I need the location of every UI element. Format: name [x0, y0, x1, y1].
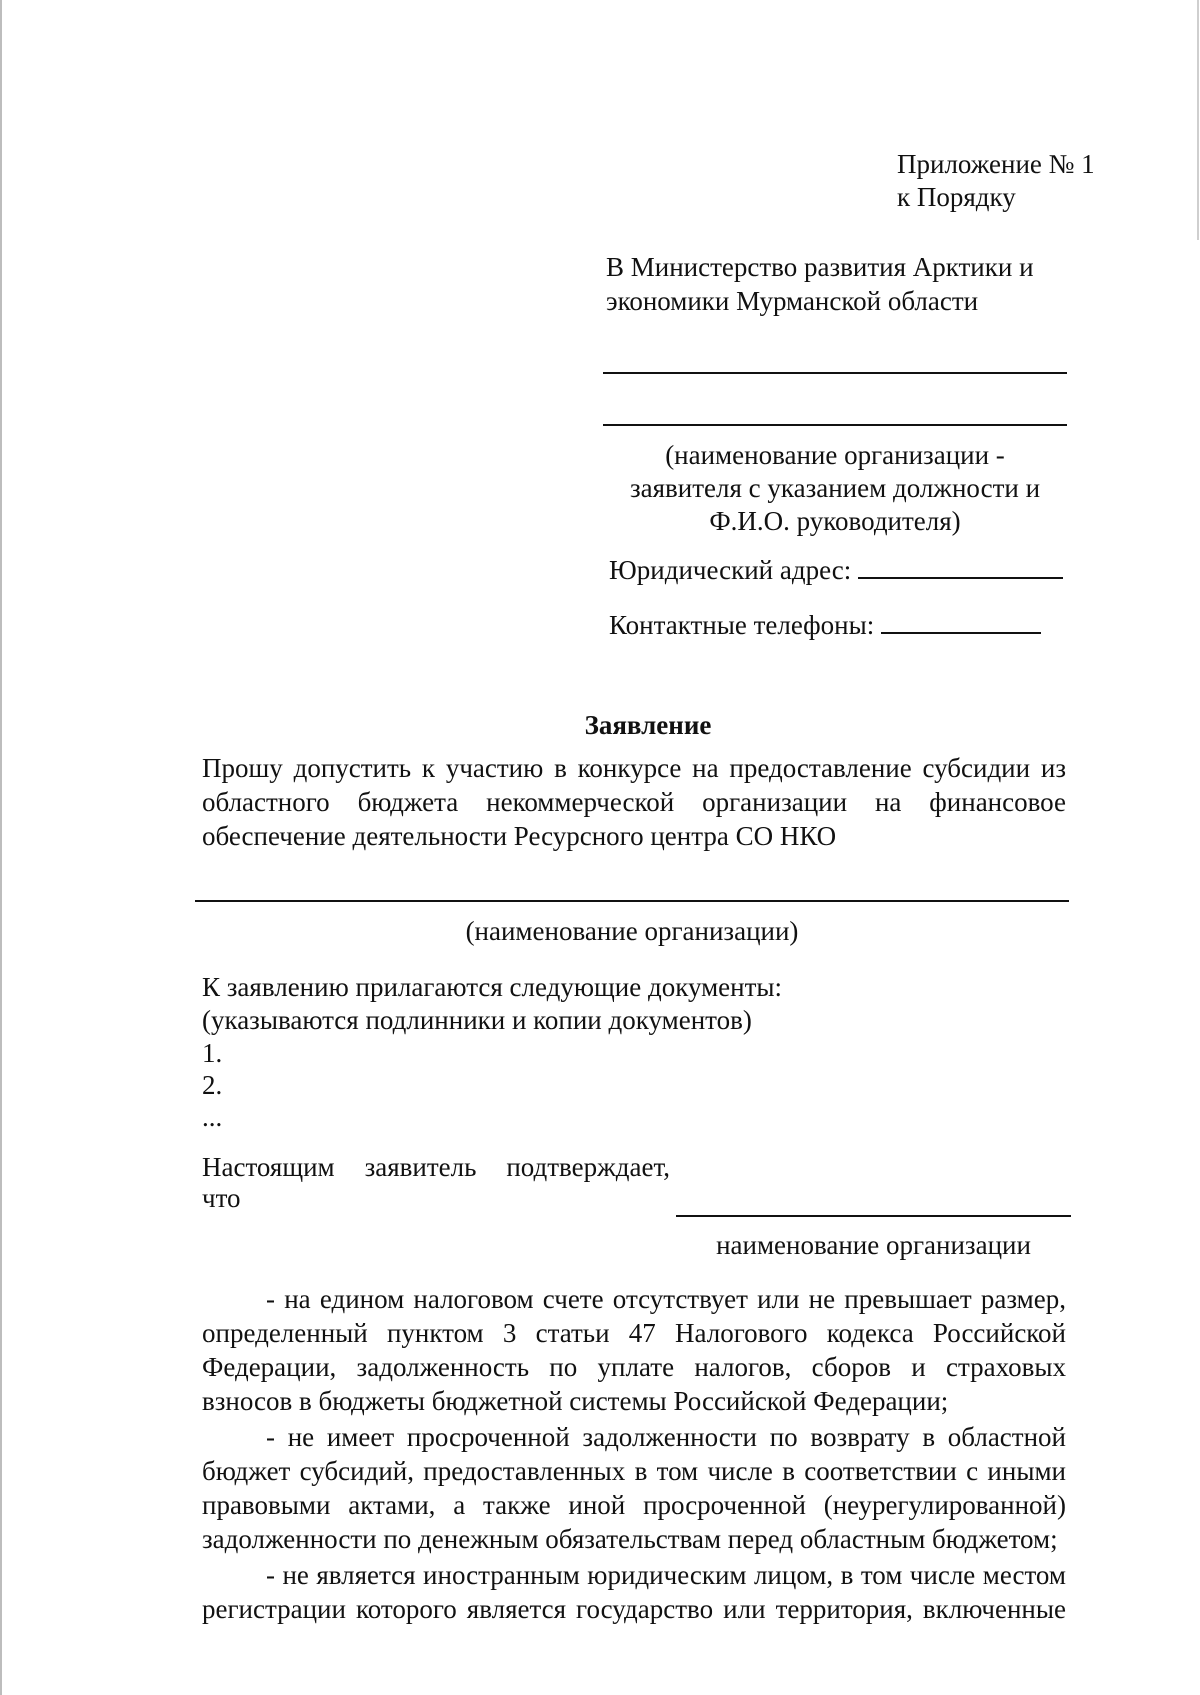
scan-edge-left: [0, 0, 2, 1695]
addressee-line-1: В Министерство развития Арктики и: [606, 252, 1034, 282]
appendix-line-2: к Порядку: [897, 182, 1016, 212]
organization-caption: (наименование организации): [465, 916, 799, 946]
applicant-blank-line-1: [603, 372, 1067, 374]
request-line-1: Прошу допустить к участию в конкурсе на предоставление субсидии из: [202, 753, 1066, 783]
applicant-blank-line-2: [603, 424, 1067, 426]
condition-tax-debt: - на едином налоговом счете отсутствует или не превышает размер, определенный пунктом 3 статьи 47 Налогового кодекса Российской Федерации, задолженность по уплате налогов, сборов и страховых взносов в бюджеты бюджетной системы Российской Федерации;: [202, 1284, 1066, 1416]
confirm-line-2: что: [202, 1183, 241, 1213]
legal-address-row: [609, 553, 1063, 587]
legal-address-label: Юридический адрес:: [609, 555, 852, 585]
attachment-item-more: ...: [202, 1102, 223, 1132]
confirm-line-1: Настоящим заявитель подтверждает,: [202, 1152, 670, 1182]
document-title: Заявление: [584, 710, 712, 740]
attachment-item-2: 2.: [202, 1070, 223, 1100]
condition-budget-debt: - не имеет просроченной задолженности по возврату в областной бюджет субсидий, предоставленных в том числе в соответствии с иными правовыми актами, а также иной просроченной (неурегулированной) задолженности по денежным обязательствам перед областным бюджетом;: [202, 1422, 1066, 1554]
attachments-note: (указываются подлинники и копии документов): [202, 1005, 752, 1035]
phones-row: [609, 608, 1041, 642]
confirm-organization-caption: наименование организации: [716, 1230, 1031, 1260]
organization-blank-line: [195, 900, 1069, 902]
applicant-caption-line-2: заявителя с указанием должности и: [629, 473, 1041, 503]
condition-foreign-entity: - не является иностранным юридическим лицом, в том числе местом регистрации которого является государство или территория, включенные: [202, 1560, 1066, 1624]
conditions-block: [202, 1282, 1066, 1626]
request-line-2: областного бюджета некоммерческой организации на финансовое: [202, 787, 1066, 817]
legal-address-blank: [858, 553, 1063, 579]
phones-label: Контактные телефоны:: [609, 610, 875, 640]
confirm-organization-blank: [676, 1215, 1071, 1217]
attachments-heading: К заявлению прилагаются следующие документы:: [202, 972, 783, 1002]
addressee-line-2: экономики Мурманской области: [606, 286, 979, 316]
applicant-caption-line-3: Ф.И.О. руководителя): [709, 506, 961, 536]
request-line-3: обеспечение деятельности Ресурсного центра СО НКО: [202, 821, 837, 851]
phones-blank: [881, 608, 1041, 634]
applicant-caption-line-1: (наименование организации -: [665, 440, 1005, 470]
appendix-line-1: Приложение № 1: [897, 149, 1095, 179]
scan-edge-right: [1197, 0, 1199, 240]
attachment-item-1: 1.: [202, 1038, 223, 1068]
